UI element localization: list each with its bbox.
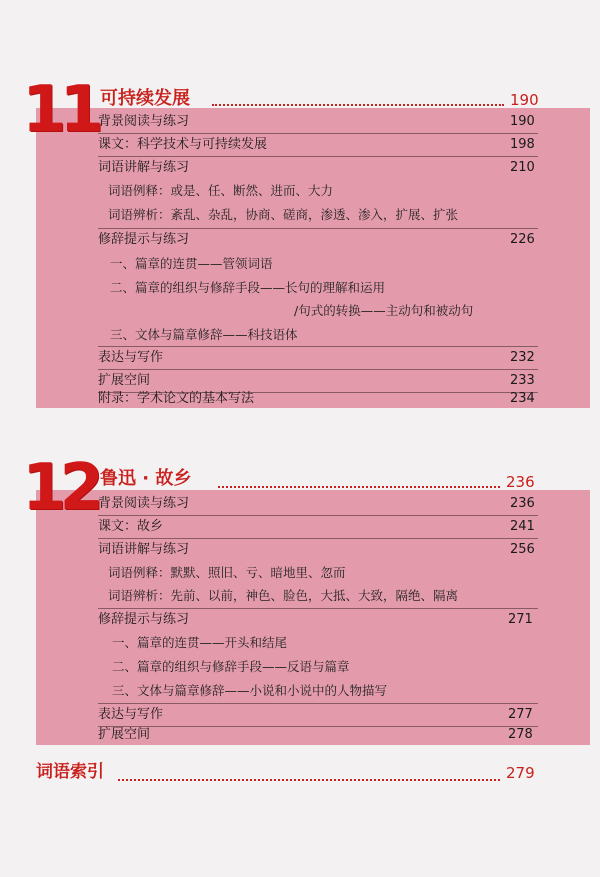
toc-page-number: 210 (510, 160, 535, 175)
entry-rule (98, 346, 538, 347)
toc-entry[interactable]: 词语讲解与练习 (98, 542, 190, 557)
leader-dots (212, 104, 504, 106)
toc-entry[interactable]: 表达与写作 (98, 707, 164, 722)
toc-entry[interactable]: 附录：学术论文的基本写法 (98, 391, 255, 406)
toc-subentry[interactable]: 一、篇章的连贯——管领词语 (110, 256, 273, 271)
toc-subentry[interactable]: 词语辨析：紊乱、杂乱，协商、磋商，渗透、渗入，扩展、扩张 (108, 207, 459, 222)
toc-subentry[interactable]: 三、文体与篇章修辞——科技语体 (110, 327, 298, 342)
toc-page-number: 271 (508, 612, 533, 627)
chapter-page-number: 190 (510, 91, 539, 109)
toc-page-number: 234 (510, 391, 535, 406)
toc-entry[interactable]: 修辞提示与练习 (98, 232, 190, 247)
toc-page-number: 241 (510, 519, 535, 534)
toc-subentry[interactable]: /句式的转换——主动句和被动句 (294, 303, 474, 318)
leader-dots (218, 486, 500, 488)
index-title[interactable]: 词语索引 (36, 762, 104, 782)
leader-dots (118, 779, 500, 781)
toc-page-number: 236 (510, 496, 535, 511)
chapter-title: 可持续发展 (100, 88, 190, 109)
toc-page-number: 256 (510, 542, 535, 557)
toc-entry[interactable]: 表达与写作 (98, 350, 164, 365)
chapter-title: 鲁迅 · 故乡 (100, 468, 192, 489)
toc-subentry[interactable]: 词语辨析：先前、以前，神色、脸色，大抵、大致，隔绝、隔离 (108, 588, 459, 603)
toc-entry[interactable]: 扩展空间 (98, 373, 151, 388)
toc-page-number: 198 (510, 137, 535, 152)
chapter-number: 12 (22, 451, 98, 525)
chapter-number: 11 (22, 73, 98, 147)
toc-entry[interactable]: 课文：故乡 (98, 519, 164, 534)
chapter-page-number: 236 (506, 473, 535, 491)
toc-subentry[interactable]: 一、篇章的连贯——开头和结尾 (112, 635, 288, 650)
toc-entry[interactable]: 背景阅读与练习 (98, 114, 190, 129)
toc-subentry[interactable]: 二、篇章的组织与修辞手段——反语与篇章 (112, 659, 350, 674)
entry-rule (98, 515, 538, 516)
toc-entry[interactable]: 修辞提示与练习 (98, 612, 190, 627)
toc-page-number: 278 (508, 727, 533, 742)
toc-subentry[interactable]: 三、文体与篇章修辞——小说和小说中的人物描写 (112, 683, 388, 698)
toc-subentry[interactable]: 词语例释：或是、任、断然、进而、大力 (108, 183, 334, 198)
toc-entry[interactable]: 背景阅读与练习 (98, 496, 190, 511)
toc-subentry[interactable]: 二、篇章的组织与修辞手段——长句的理解和运用 (110, 280, 386, 295)
entry-rule (98, 726, 538, 727)
toc-entry[interactable]: 词语讲解与练习 (98, 160, 190, 175)
toc-page-number: 190 (510, 114, 535, 129)
entry-rule (98, 369, 538, 370)
index-page-number: 279 (506, 764, 535, 782)
toc-subentry[interactable]: 词语例释：默默、照旧、亏、暗地里、忽而 (108, 565, 346, 580)
toc-page-number: 232 (510, 350, 535, 365)
toc-page-number: 226 (510, 232, 535, 247)
toc-entry[interactable]: 课文：科学技术与可持续发展 (98, 137, 268, 152)
toc-page-number: 233 (510, 373, 535, 388)
toc-page-number: 277 (508, 707, 533, 722)
toc-entry[interactable]: 扩展空间 (98, 727, 151, 742)
entry-rule (98, 703, 538, 704)
